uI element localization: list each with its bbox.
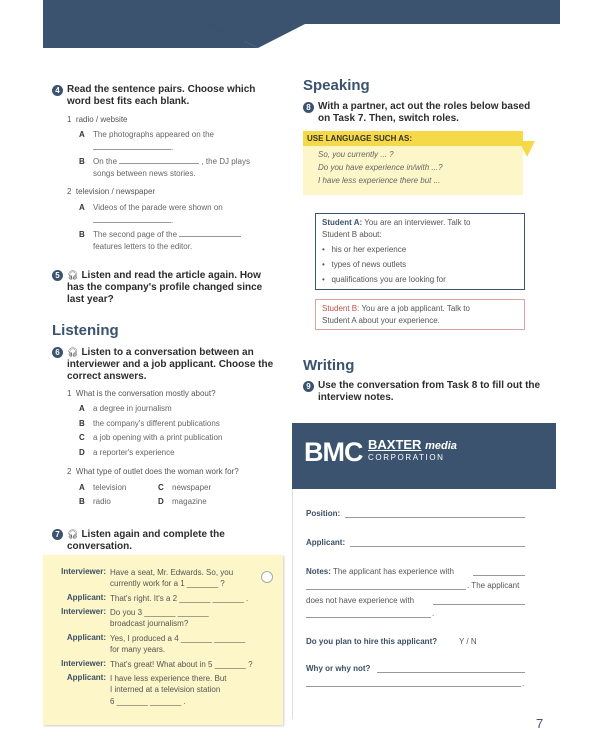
- answer-blank[interactable]: .: [93, 142, 173, 153]
- headphones-icon[interactable]: 🎧︎: [67, 529, 79, 539]
- dialogue-line[interactable]: Do you 3 _______ _______: [110, 608, 209, 617]
- question-2: 2 What type of outlet does the woman work for?: [67, 467, 239, 476]
- student-a-card: Student A: You are an interviewer. Talk to Student B about: • his or her experience • types of news outlets • qualifications you are looking for: [315, 213, 525, 290]
- top-banner: [43, 0, 560, 48]
- speaker-label: Interviewer:: [61, 567, 106, 576]
- option-a: A The photographs appeared on the: [79, 130, 214, 139]
- answer-option[interactable]: D a reporter's experience: [79, 448, 175, 457]
- dialogue-line: for many years.: [110, 645, 166, 654]
- answer-option[interactable]: A a degree in journalism: [79, 404, 172, 413]
- option-b: B The second page of the: [79, 229, 241, 240]
- answer-option[interactable]: C newspaper: [158, 483, 212, 492]
- option-b: B On the , the DJ plays: [79, 157, 250, 166]
- why-label: Why or why not?: [306, 664, 371, 673]
- answer-option[interactable]: B the company's different publications: [79, 419, 220, 428]
- notes-line-1: Notes: The applicant has experience with: [306, 567, 454, 576]
- student-a-label: Student A:: [322, 218, 363, 227]
- item-1-label: 1 radio / website: [67, 115, 128, 124]
- task-instruction: Listen again and complete the conversation.: [67, 529, 225, 552]
- dialogue-line[interactable]: 6 _______ _______ .: [110, 697, 186, 706]
- logo-bmc: BMC: [304, 437, 363, 467]
- task-number: 6: [52, 347, 63, 358]
- language-phrase: So, you currently ... ?: [318, 150, 394, 159]
- language-heading: USE LANGUAGE SUCH AS:: [303, 131, 523, 146]
- section-heading-writing: Writing: [303, 357, 355, 374]
- task-4: [52, 84, 277, 108]
- speaker-label: Applicant:: [66, 633, 106, 642]
- bullet-item: • types of news outlets: [322, 260, 407, 269]
- task-instruction: Read the sentence pairs. Choose which word best fits each blank.: [67, 84, 256, 107]
- card-hole: [261, 571, 273, 583]
- answer-blank[interactable]: [119, 156, 199, 164]
- why-end: .: [522, 679, 525, 688]
- applicant-field[interactable]: [350, 546, 525, 547]
- logo-corporation: CORPORATION: [368, 453, 445, 462]
- language-phrase: Do you have experience in/with ...?: [318, 163, 443, 172]
- option-b-cont: features letters to the editor.: [93, 242, 193, 251]
- dialogue-line: I have less experience there. But: [110, 674, 227, 683]
- speaker-label: Applicant:: [66, 593, 106, 602]
- dialogue-line: broadcast journalism?: [110, 619, 189, 628]
- conversation-card: [43, 555, 283, 725]
- word-pair: television / newspaper: [75, 187, 156, 196]
- answer-option[interactable]: A television: [79, 483, 127, 492]
- dialogue-line: Have a seat, Mr. Edwards. So, you: [110, 568, 234, 577]
- question-1: 1 What is the conversation mostly about?: [67, 389, 216, 398]
- task-instruction: Use the conversation from Task 8 to fill out the interview notes.: [318, 380, 541, 403]
- dialogue-line[interactable]: That's right. It's a 2 _______ _______ .: [110, 594, 249, 603]
- logo-baxter: BAXTER media: [368, 437, 457, 452]
- answer-blank[interactable]: .: [93, 215, 173, 226]
- hire-question: Do you plan to hire this applicant?: [306, 637, 438, 646]
- item-2-label: 2 television / newspaper: [67, 187, 156, 196]
- dialogue-line[interactable]: currently work for a 1 _______ ?: [110, 579, 225, 588]
- notes-line-2: . The applicant: [467, 581, 520, 590]
- task-instruction: Listen and read the article again. How has the company's profile changed since last year?: [67, 270, 263, 305]
- answer-option[interactable]: D magazine: [158, 497, 207, 506]
- answer-blank[interactable]: [179, 229, 241, 237]
- task-instruction: Listen to a conversation between an interviewer and a job applicant. Choose the correct answers.: [67, 347, 274, 382]
- notes-field[interactable]: [306, 589, 466, 590]
- language-box: [303, 131, 523, 195]
- why-field[interactable]: [306, 686, 521, 687]
- task-6: [52, 346, 280, 383]
- task-number: 5: [52, 270, 63, 281]
- answer-option[interactable]: B radio: [79, 497, 111, 506]
- answer-option[interactable]: C a job opening with a print publication: [79, 433, 223, 442]
- notes-field[interactable]: [473, 575, 525, 576]
- notes-field[interactable]: [306, 617, 431, 618]
- position-label: Position:: [306, 509, 341, 518]
- task-number: 9: [303, 381, 314, 392]
- option-b-cont: songs between news stories.: [93, 169, 196, 178]
- headphones-icon[interactable]: 🎧︎: [67, 347, 79, 357]
- task-5: [52, 269, 277, 306]
- bullet-item: • qualifications you are looking for: [322, 275, 446, 284]
- language-phrase: I have less experience there but ...: [318, 176, 441, 185]
- notes-field[interactable]: [433, 604, 525, 605]
- bullet-item: • his or her experience: [322, 245, 407, 254]
- page-number: 7: [536, 716, 544, 731]
- student-b-label: Student B:: [322, 304, 360, 313]
- word-pair: radio / website: [75, 115, 128, 124]
- task-number: 7: [52, 529, 63, 540]
- section-heading-listening: Listening: [52, 322, 119, 339]
- interview-notes-form: [292, 489, 556, 719]
- task-number: 8: [303, 102, 314, 113]
- task-9: [303, 380, 543, 404]
- speaker-label: Applicant:: [66, 673, 106, 682]
- task-7: [52, 528, 280, 553]
- why-field[interactable]: [377, 672, 525, 673]
- company-logo-banner: [292, 423, 556, 489]
- task-instruction: With a partner, act out the roles below based on Task 7. Then, switch roles.: [318, 101, 531, 124]
- student-b-card: Student B: You are a job applicant. Talk to Student A about your experience.: [315, 299, 525, 330]
- speaker-label: Interviewer:: [61, 659, 106, 668]
- dialogue-line[interactable]: That's great! What about in 5 _______ ?: [110, 660, 253, 669]
- section-heading-speaking: Speaking: [303, 77, 370, 94]
- option-a: A Videos of the parade were shown on: [79, 203, 223, 212]
- notes-end: .: [432, 609, 435, 618]
- dialogue-line: I interned at a television station: [110, 685, 221, 694]
- dialogue-line[interactable]: Yes, I produced a 4 _______ _______: [110, 634, 246, 643]
- yes-no-choice[interactable]: Y / N: [459, 637, 477, 646]
- position-field[interactable]: [345, 517, 525, 518]
- task-8: [303, 101, 543, 125]
- notes-line-3: does not have experience with: [306, 596, 415, 605]
- speaker-label: Interviewer:: [61, 607, 106, 616]
- applicant-label: Applicant:: [306, 538, 346, 547]
- task-number: 4: [52, 85, 63, 96]
- headphones-icon[interactable]: 🎧︎: [67, 270, 79, 280]
